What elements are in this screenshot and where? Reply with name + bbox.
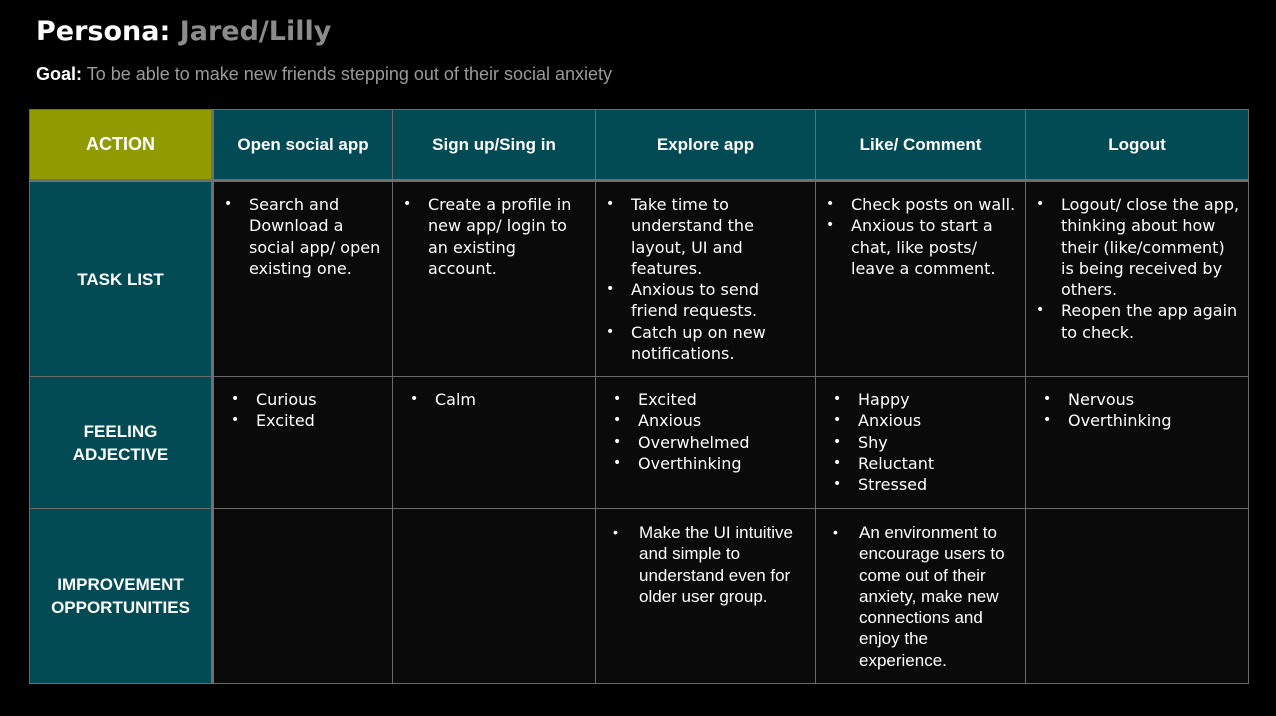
bullet-list [393,377,595,410]
bullet-list [1026,509,1248,522]
bullet-list [1026,377,1248,432]
task-cell [213,181,393,377]
improvement-cell [1026,509,1249,684]
improvement-label-line: OPPORTUNITIES [51,598,190,617]
task-list-row [30,181,1249,377]
action-header: ACTION [30,110,213,181]
feeling-cell [596,377,816,509]
list-item: • Make the UI intuitive and simple to understand even for older user group. [596,522,807,607]
list-item: • Excited [214,410,384,431]
bullet-list [596,377,815,474]
list-item: • Overthinking [1026,410,1240,431]
feeling-cell [816,377,1026,509]
task-cell [1026,181,1249,377]
stage-header: Logout [1026,110,1249,181]
feeling-label-line: FEELING [83,421,158,441]
list-item: • Reopen the app again to check. [1026,300,1240,343]
feeling-cell [393,377,596,509]
stage-header-row [30,110,1249,181]
stage-header: Like/ Comment [816,110,1026,181]
bullet-list [1026,182,1248,343]
stage-header: Open social app [213,110,393,181]
task-cell [596,181,816,377]
task-cell [816,181,1026,377]
task-cell [393,181,596,377]
bullet-list [214,182,392,279]
bullet-list [393,509,595,522]
bullet-list [816,182,1025,279]
bullet-list [596,182,815,364]
list-item: • Anxious to start a chat, like posts/ leave a comment. [816,215,1017,279]
list-item: • Anxious to send friend requests. [596,279,807,322]
feeling-cell [1026,377,1249,509]
feeling-adjective-label [30,377,213,509]
task-list-label: TASK LIST [30,181,213,377]
feeling-cell [213,377,393,509]
improvement-cell [213,509,393,684]
list-item: • Nervous [1026,389,1240,410]
list-item: • Shy [816,432,1017,453]
bullet-list [393,182,595,279]
list-item: • Check posts on wall. [816,194,1017,215]
improvement-cell [596,509,816,684]
list-item: • Curious [214,389,384,410]
stage-header: Explore app [596,110,816,181]
list-item: • Overthinking [596,453,807,474]
persona-name: Jared/Lilly [179,16,332,47]
list-item: • Logout/ close the app, thinking about how their (like/comment) is being received by others. [1026,194,1240,300]
improvement-cell [816,509,1026,684]
improvement-cell [393,509,596,684]
list-item: • Excited [596,389,807,410]
list-item: • An environment to encourage users to come out of their anxiety, make new connections and enjoy the experience. [816,522,1017,671]
list-item: • Happy [816,389,1017,410]
bullet-list [816,377,1025,495]
goal-label: Goal: [36,64,83,84]
goal-line [36,64,612,85]
persona-title [36,16,331,47]
bullet-list [596,509,815,607]
persona-label: Persona: [36,16,171,47]
list-item: • Stressed [816,474,1017,495]
list-item: • Anxious [816,410,1017,431]
improvement-opportunities-row [30,509,1249,684]
list-item: • Reluctant [816,453,1017,474]
feeling-label-line: ADJECTIVE [72,444,169,464]
goal-text: To be able to make new friends stepping out of their social anxiety [86,64,613,84]
improvement-label-line: IMPROVEMENT [57,575,184,594]
list-item: • Take time to understand the layout, UI and features. [596,194,807,279]
stage-header: Sign up/Sing in [393,110,596,181]
list-item: • Overwhelmed [596,432,807,453]
list-item: • Calm [393,389,587,410]
bullet-list [214,377,392,432]
list-item: • Catch up on new notifications. [596,322,807,365]
bullet-list [214,509,392,522]
bullet-list [816,509,1025,671]
list-item: • Search and Download a social app/ open existing one. [214,194,384,279]
list-item: • Anxious [596,410,807,431]
improvement-opportunities-label [30,509,213,684]
feeling-adjective-row [30,377,1249,509]
journey-map-table [29,109,1249,684]
list-item: • Create a profile in new app/ login to an existing account. [393,194,587,279]
